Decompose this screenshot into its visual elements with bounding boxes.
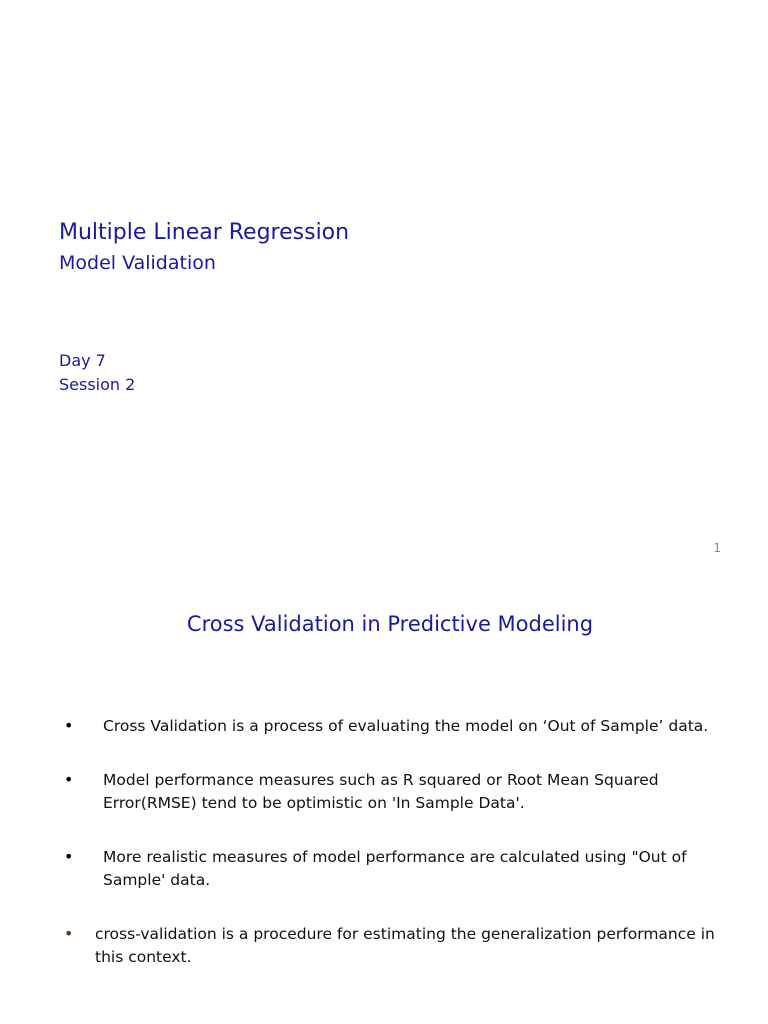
day-label: Day 7 bbox=[59, 351, 106, 370]
slide-subtitle: Model Validation bbox=[59, 252, 216, 274]
slide-heading: Cross Validation in Predictive Modeling bbox=[186, 612, 594, 636]
bullet-text: cross-validation is a procedure for estimating the generalization performance in this context. bbox=[95, 925, 715, 966]
bullet-marker: • bbox=[64, 770, 74, 789]
session-label: Session 2 bbox=[59, 375, 136, 394]
bullet-marker: • bbox=[64, 847, 74, 866]
bullet-text: Cross Validation is a process of evaluating the model on ‘Out of Sample’ data. bbox=[103, 717, 709, 735]
bullet-text: More realistic measures of model performance are calculated using "Out of Sample' data. bbox=[103, 848, 687, 889]
bullet-marker: • bbox=[64, 716, 74, 735]
slide-title: Multiple Linear Regression bbox=[59, 220, 350, 245]
bullet-marker: • bbox=[64, 924, 74, 943]
bullet-text: Model performance measures such as R squared or Root Mean Squared Error(RMSE) tend to be optimistic on 'In Sample Data'. bbox=[103, 771, 659, 812]
page-number: 1 bbox=[713, 541, 721, 555]
slide-2 bbox=[0, 576, 768, 1024]
